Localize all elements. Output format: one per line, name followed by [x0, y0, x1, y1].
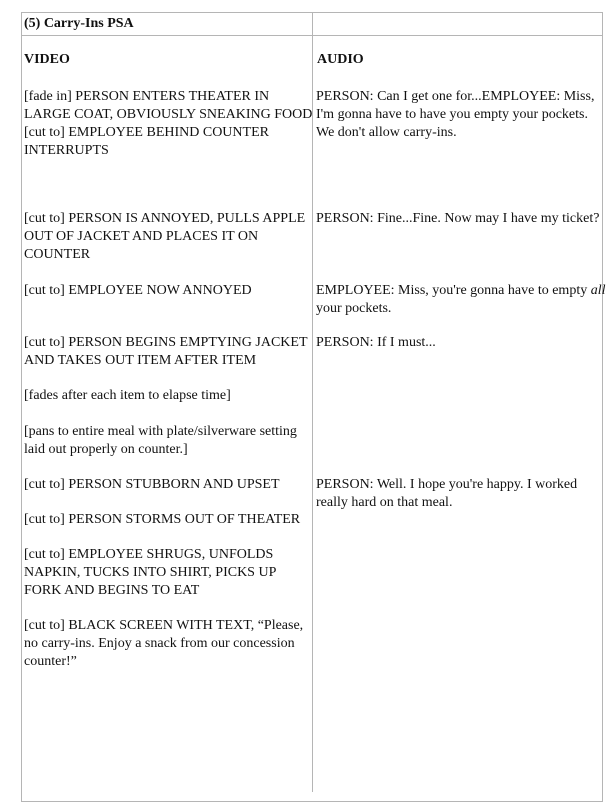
- audio-emphasis: all: [590, 283, 606, 298]
- video-cell: [fade in] PERSON ENTERS THEATER IN LARGE COAT, OBVIOUSLY SNEAKING FOOD [cut to] EMPLOYEE BEHIND COUNTER INTERRUPTS: [24, 89, 313, 158]
- video-cell: [cut to] PERSON STORMS OUT OF THEATER: [24, 512, 301, 527]
- video-cell: [fades after each item to elapse time]: [24, 388, 231, 403]
- video-cell: [cut to] PERSON STUBBORN AND UPSET: [24, 477, 280, 492]
- script-title: (5) Carry-Ins PSA: [24, 16, 134, 31]
- video-column-header: VIDEO: [24, 52, 70, 67]
- audio-text: your pockets.: [316, 301, 392, 316]
- video-cell: [cut to] PERSON BEGINS EMPTYING JACKET AND TAKES OUT ITEM AFTER ITEM: [24, 335, 308, 368]
- audio-cell: PERSON: If I must...: [316, 335, 436, 350]
- video-cell: [cut to] EMPLOYEE SHRUGS, UNFOLDS NAPKIN, TUCKS INTO SHIRT, PICKS UP FORK AND BEGINS TO EAT: [24, 547, 277, 598]
- audio-cell: [316, 282, 606, 318]
- video-cell: [pans to entire meal with plate/silverware setting laid out properly on counter.]: [24, 424, 297, 457]
- video-cell: [cut to] BLACK SCREEN WITH TEXT, “Please, no carry-ins. Enjoy a snack from our concession counter!”: [24, 618, 304, 669]
- audio-text: EMPLOYEE: Miss, you're gonna have to empty: [316, 283, 591, 298]
- video-cell: [cut to] PERSON IS ANNOYED, PULLS APPLE OUT OF JACKET AND PLACES IT ON COUNTER: [24, 211, 306, 262]
- title-row-divider: [21, 35, 603, 36]
- audio-cell: PERSON: Fine...Fine. Now may I have my ticket?: [316, 211, 600, 226]
- audio-cell: PERSON: Well. I hope you're happy. I worked really hard on that meal.: [316, 477, 578, 510]
- audio-cell: PERSON: Can I get one for...EMPLOYEE: Miss, I'm gonna have to have you empty your pockets. We don't allow carry-ins.: [316, 89, 595, 140]
- audio-column-header: AUDIO: [317, 52, 364, 67]
- video-cell: [cut to] EMPLOYEE NOW ANNOYED: [24, 283, 252, 298]
